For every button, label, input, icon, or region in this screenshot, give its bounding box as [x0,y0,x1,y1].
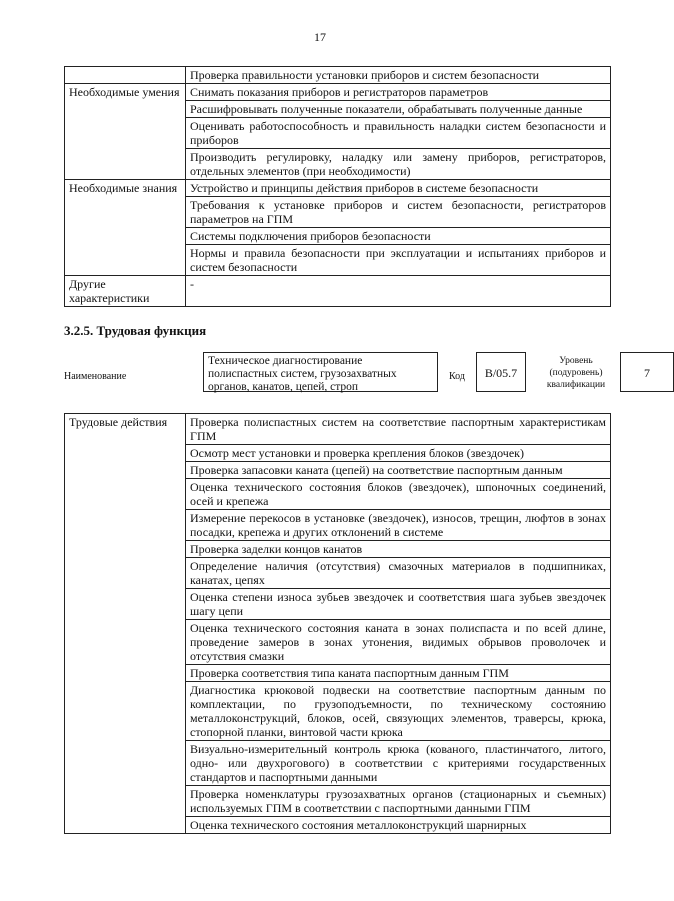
table-cell: Оценка технического состояния металлоконструкций шарнирных [186,817,611,834]
code-value: B/05.7 [476,352,526,392]
name-label: Наименование [64,371,127,382]
table-cell: Измерение перекосов в установке (звездочек), износов, трещин, люфтов в зонах посадки, крепежа и других отклонений в системе [186,510,611,541]
table-cell: Проверка правильности установки приборов и систем безопасности [186,67,611,84]
table-cell: Определение наличия (отсутствия) смазочных материалов в подшипниках, канатах, цепях [186,558,611,589]
table-cell: Оценка технического состояния блоков (звездочек), шпоночных соединений, осей и крепежа [186,479,611,510]
table-row [65,67,611,84]
row-head-skills: Необходимые умения [65,84,186,180]
table-cell: Диагностика крюковой подвески на соответствие паспортным данным по комплектации, по грузоподъемности, по техническому состоянию металлоконструкций, блоков, осей, связующих элементов, траверсы, крюка, стопорной планки, винтовой части крюка [186,682,611,741]
row-head-actions: Трудовые действия [65,414,186,834]
table-row [65,276,611,307]
section-title: 3.2.5. Трудовая функция [64,323,207,338]
level-label: Уровень (подуровень) квалификации [546,356,606,390]
table-row [65,84,611,101]
table-cell: Нормы и правила безопасности при эксплуатации и испытаниях приборов и систем безопасности [186,245,611,276]
name-value: Техническое диагностирование полиспастных систем, грузозахватных органов, канатов, цепей, строп [203,352,438,392]
table-cell: Оценка степени износа зубьев звездочек и соответствия шага зубьев звездочек шагу цепи [186,589,611,620]
table-cell: - [186,276,611,307]
table-row [65,180,611,197]
table-cell: Проверка соответствия типа каната паспортным данным ГПМ [186,665,611,682]
table-cell: Снимать показания приборов и регистраторов параметров [186,84,611,101]
table-cell: Расшифровывать полученные показатели, обрабатывать полученные данные [186,101,611,118]
table-cell: Системы подключения приборов безопасности [186,228,611,245]
table-cell: Устройство и принципы действия приборов в системе безопасности [186,180,611,197]
table-cell: Производить регулировку, наладку или замену приборов, регистраторов, отдельных элементов (при необходимости) [186,149,611,180]
skills-knowledge-table [64,66,611,307]
level-value: 7 [620,352,674,392]
table-cell: Проверка запасовки каната (цепей) на соответствие паспортным данным [186,462,611,479]
table-cell: Визуально-измерительный контроль крюка (кованого, пластинчатого, литого, одно- или двухрогового) в соответствии с критериями государственных стандартов и паспортными данными [186,741,611,786]
code-label: Код [449,371,465,382]
row-head-knowledge: Необходимые знания [65,180,186,276]
row-head-other: Другие характеристики [65,276,186,307]
table-row [65,414,611,445]
function-header [64,352,650,398]
table-cell: Проверка номенклатуры грузозахватных органов (стационарных и съемных) используемых ГПМ в соответствии с паспортными данными ГПМ [186,786,611,817]
table-cell: Оценка технического состояния каната в зонах полиспаста и по всей длине, проведение замеров в зонах утонения, видимых обрывов проволочек и отсутствия смазки [186,620,611,665]
page-number: 17 [314,30,326,44]
row-head [65,67,186,84]
table-cell: Проверка полиспастных систем на соответствие паспортным характеристикам ГПМ [186,414,611,445]
table-cell: Требования к установке приборов и систем безопасности, регистраторов параметров на ГПМ [186,197,611,228]
table-cell: Проверка заделки концов канатов [186,541,611,558]
labor-actions-table [64,413,611,834]
table-cell: Осмотр мест установки и проверка крепления блоков (звездочек) [186,445,611,462]
table-cell: Оценивать работоспособность и правильность наладки систем безопасности и приборов [186,118,611,149]
